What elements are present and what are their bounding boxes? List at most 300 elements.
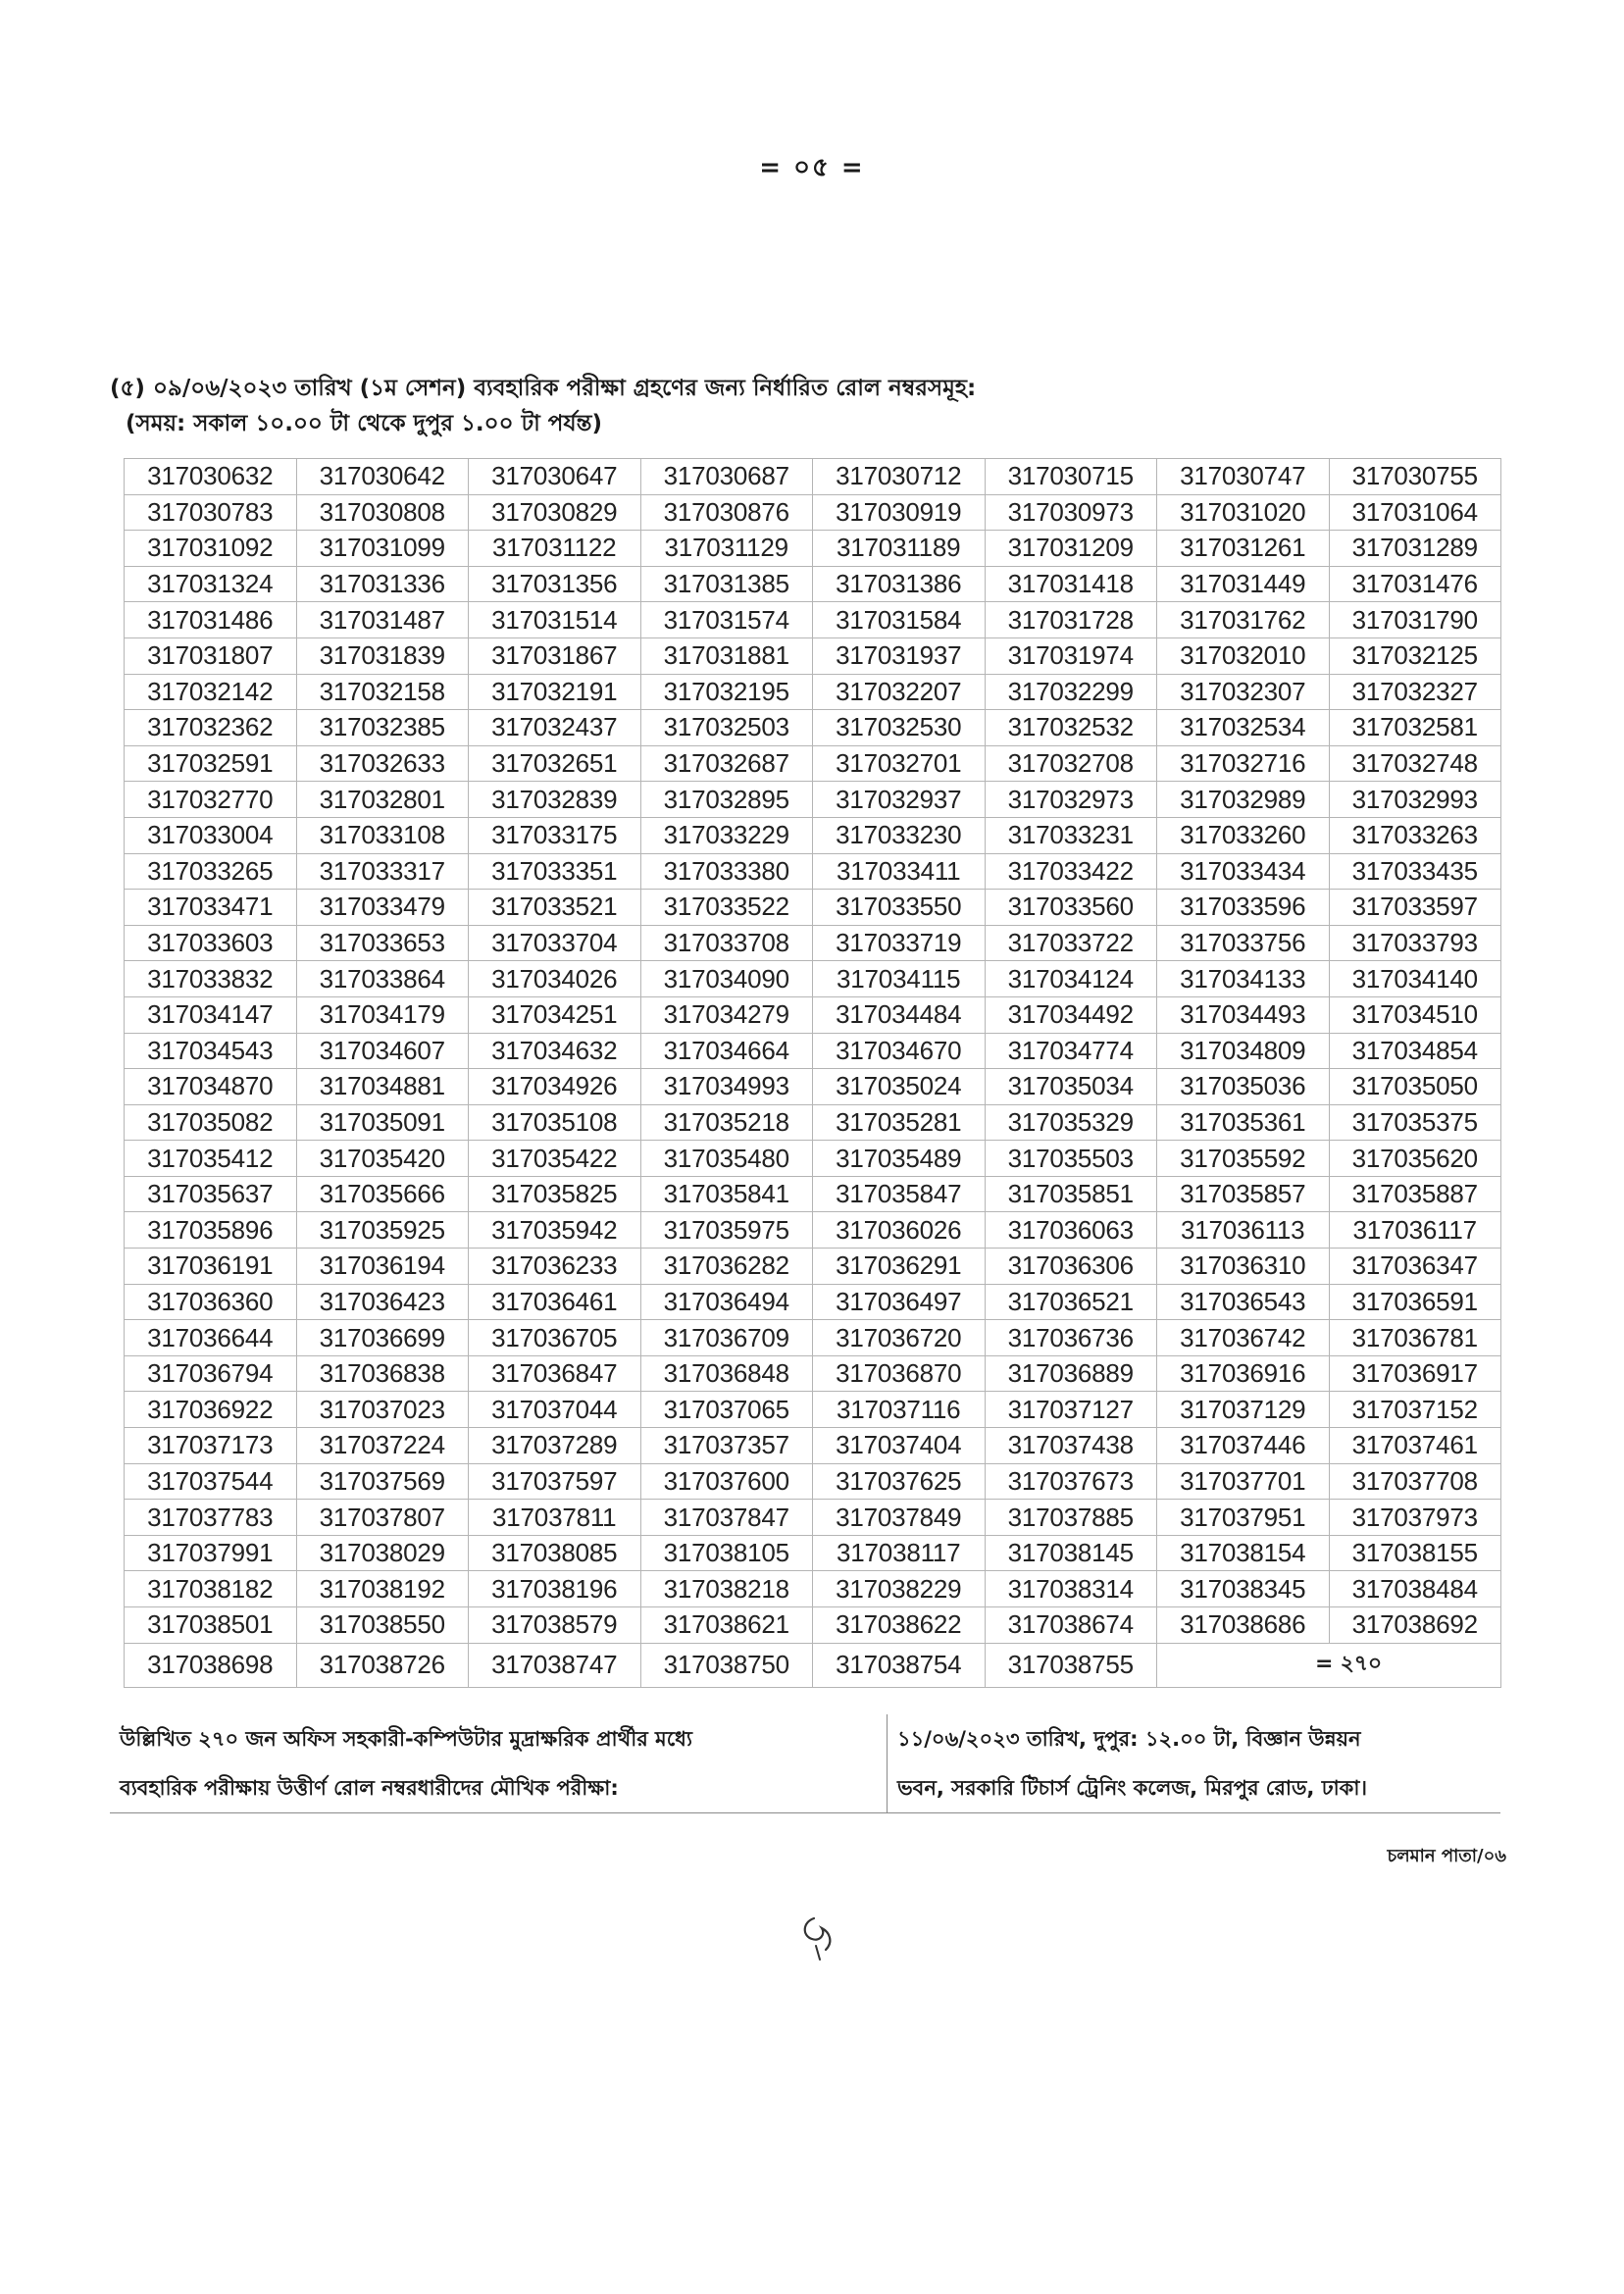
roll-number-cell: 317030973 [985, 494, 1157, 531]
roll-number-cell: 317038154 [1157, 1535, 1330, 1571]
roll-number-cell: 317036310 [1157, 1249, 1330, 1285]
roll-number-cell: 317036543 [1157, 1284, 1330, 1320]
roll-number-cell: 317038484 [1329, 1571, 1501, 1607]
roll-number-cell: 317032437 [469, 710, 641, 746]
roll-number-cell: 317038029 [296, 1535, 469, 1571]
roll-number-cell: 317035281 [813, 1104, 986, 1141]
roll-number-cell: 317031324 [125, 566, 297, 602]
roll-number-cell: 317037224 [296, 1428, 469, 1464]
roll-number-cell: 317037701 [1157, 1463, 1330, 1500]
roll-number-cell: 317033411 [813, 853, 986, 890]
roll-number-cell: 317034140 [1329, 961, 1501, 997]
roll-number-cell: 317036423 [296, 1284, 469, 1320]
roll-number-cell: 317034026 [469, 961, 641, 997]
roll-number-cell: 317035034 [985, 1069, 1157, 1105]
roll-number-cell: 317038754 [813, 1643, 986, 1687]
roll-number-cell: 317034774 [985, 1033, 1157, 1069]
roll-number-cell: 317032895 [640, 782, 813, 818]
roll-number-cell: 317037847 [640, 1500, 813, 1536]
roll-number-cell: 317031020 [1157, 494, 1330, 531]
table-row [125, 602, 1501, 638]
table-row [125, 1643, 1501, 1687]
roll-number-cell: 317033435 [1329, 853, 1501, 890]
roll-number-cell: 317037357 [640, 1428, 813, 1464]
roll-number-cell: 317034179 [296, 996, 469, 1033]
viva-notice [110, 1714, 1500, 1813]
table-row [125, 1141, 1501, 1177]
roll-number-cell: 317037625 [813, 1463, 986, 1500]
table-row [125, 674, 1501, 710]
roll-number-cell: 317037973 [1329, 1500, 1501, 1536]
roll-number-cell: 317031386 [813, 566, 986, 602]
roll-number-cell: 317037600 [640, 1463, 813, 1500]
roll-number-cell: 317036838 [296, 1355, 469, 1392]
roll-number-cell: 317033351 [469, 853, 641, 890]
roll-number-cell: 317034090 [640, 961, 813, 997]
roll-number-cell: 317038750 [640, 1643, 813, 1687]
roll-number-cell: 317034115 [813, 961, 986, 997]
roll-number-cell: 317030715 [985, 459, 1157, 495]
roll-number-cell: 317036847 [469, 1355, 641, 1392]
roll-number-cell: 317036736 [985, 1320, 1157, 1356]
roll-number-cell: 317035503 [985, 1141, 1157, 1177]
roll-number-cell: 317034493 [1157, 996, 1330, 1033]
roll-number-cell: 317038229 [813, 1571, 986, 1607]
roll-number-cell: 317035050 [1329, 1069, 1501, 1105]
roll-number-cell: 317031418 [985, 566, 1157, 602]
roll-number-cell: 317037127 [985, 1392, 1157, 1428]
roll-number-cell: 317035412 [125, 1141, 297, 1177]
roll-number-cell: 317035361 [1157, 1104, 1330, 1141]
roll-number-cell: 317031807 [125, 637, 297, 674]
roll-number-cell: 317034870 [125, 1069, 297, 1105]
roll-number-cell: 317035925 [296, 1212, 469, 1249]
roll-number-cell: 317035841 [640, 1176, 813, 1212]
roll-number-cell: 317031385 [640, 566, 813, 602]
roll-number-cell: 317033832 [125, 961, 297, 997]
roll-number-cell: 317037569 [296, 1463, 469, 1500]
roll-number-cell: 317031728 [985, 602, 1157, 638]
roll-number-cell: 317035422 [469, 1141, 641, 1177]
roll-number-cell: 317031881 [640, 637, 813, 674]
roll-number-cell: 317030632 [125, 459, 297, 495]
roll-number-cell: 317034854 [1329, 1033, 1501, 1069]
roll-number-cell: 317035975 [640, 1212, 813, 1249]
roll-number-cell: 317035825 [469, 1176, 641, 1212]
roll-number-cell: 317036113 [1157, 1212, 1330, 1249]
roll-number-cell: 317032633 [296, 745, 469, 782]
roll-number-cell: 317036360 [125, 1284, 297, 1320]
section-heading [110, 371, 1522, 441]
roll-number-cell: 317033230 [813, 817, 986, 853]
roll-number-cell: 317037811 [469, 1500, 641, 1536]
roll-number-cell: 317035375 [1329, 1104, 1501, 1141]
roll-number-cell: 317032651 [469, 745, 641, 782]
roll-number-cell: 317032701 [813, 745, 986, 782]
roll-number-cell: 317033422 [985, 853, 1157, 890]
roll-number-cell: 317032327 [1329, 674, 1501, 710]
roll-number-cell: 317038085 [469, 1535, 641, 1571]
roll-number-cell: 317036291 [813, 1249, 986, 1285]
roll-number-cell: 317031289 [1329, 531, 1501, 567]
roll-number-cell: 317036709 [640, 1320, 813, 1356]
roll-number-cell: 317031937 [813, 637, 986, 674]
roll-number-cell: 317032362 [125, 710, 297, 746]
roll-number-cell: 317034543 [125, 1033, 297, 1069]
roll-number-cell: 317031574 [640, 602, 813, 638]
roll-number-cell: 317033004 [125, 817, 297, 853]
roll-number-cell: 317036870 [813, 1355, 986, 1392]
roll-number-cell: 317033522 [640, 890, 813, 926]
roll-number-cell: 317035218 [640, 1104, 813, 1141]
roll-number-cell: 317030829 [469, 494, 641, 531]
roll-number-cell: 317038314 [985, 1571, 1157, 1607]
roll-number-cell: 317036742 [1157, 1320, 1330, 1356]
roll-number-cell: 317033560 [985, 890, 1157, 926]
roll-number-cell: 317033864 [296, 961, 469, 997]
roll-number-cell: 317030712 [813, 459, 986, 495]
table-row [125, 1249, 1501, 1285]
roll-number-cell: 317030919 [813, 494, 986, 531]
roll-number-cell: 317032989 [1157, 782, 1330, 818]
roll-number-cell: 317037065 [640, 1392, 813, 1428]
roll-number-cell: 317034492 [985, 996, 1157, 1033]
roll-number-cell: 317038155 [1329, 1535, 1501, 1571]
table-row [125, 961, 1501, 997]
roll-number-cell: 317032801 [296, 782, 469, 818]
roll-number-cell: 317036233 [469, 1249, 641, 1285]
roll-number-cell: 317031486 [125, 602, 297, 638]
roll-number-cell: 317037951 [1157, 1500, 1330, 1536]
roll-number-cell: 317032716 [1157, 745, 1330, 782]
roll-number-cell: 317032010 [1157, 637, 1330, 674]
table-row [125, 1535, 1501, 1571]
viva-notice-schedule [888, 1714, 1501, 1813]
roll-number-cell: 317034809 [1157, 1033, 1330, 1069]
roll-number-cell: 317033603 [125, 925, 297, 961]
roll-number-cell: 317033260 [1157, 817, 1330, 853]
roll-number-cell: 317036194 [296, 1249, 469, 1285]
roll-number-cell: 317035480 [640, 1141, 813, 1177]
page-number: = ০৫ = [759, 153, 865, 182]
table-row [125, 817, 1501, 853]
roll-number-cell: 317036347 [1329, 1249, 1501, 1285]
roll-number-cell: 317036848 [640, 1355, 813, 1392]
roll-number-cell: 317033380 [640, 853, 813, 890]
roll-number-cell: 317036521 [985, 1284, 1157, 1320]
signature-mark [796, 1912, 845, 1966]
table-row [125, 566, 1501, 602]
roll-number-cell: 317037044 [469, 1392, 641, 1428]
roll-number-cell: 317037404 [813, 1428, 986, 1464]
roll-number-cell: 317036705 [469, 1320, 641, 1356]
roll-number-cell: 317031476 [1329, 566, 1501, 602]
roll-number-cell: 317036794 [125, 1355, 297, 1392]
table-row [125, 1320, 1501, 1356]
heading-line-1: (৫) ০৯/০৬/২০২৩ তারিখ (১ম সেশন) ব্যবহারিক পরীক্ষা গ্রহণের জন্য নির্ধারিত রোল নম্বরসমূহ: [110, 376, 977, 401]
viva-notice-description [110, 1714, 888, 1813]
roll-number-cell: 317035851 [985, 1176, 1157, 1212]
roll-number-cell: 317037885 [985, 1500, 1157, 1536]
roll-number-cell: 317034926 [469, 1069, 641, 1105]
roll-number-cell: 317031867 [469, 637, 641, 674]
table-row [125, 1607, 1501, 1644]
roll-number-cell: 317032532 [985, 710, 1157, 746]
roll-number-cell: 317032530 [813, 710, 986, 746]
roll-number-cell: 317030783 [125, 494, 297, 531]
roll-number-cell: 317035592 [1157, 1141, 1330, 1177]
roll-number-cell: 317038117 [813, 1535, 986, 1571]
roll-number-cell: 317037152 [1329, 1392, 1501, 1428]
table-row [125, 710, 1501, 746]
roll-number-cell: 317033596 [1157, 890, 1330, 926]
roll-number-cell: 317033229 [640, 817, 813, 853]
roll-number-cell: 317038686 [1157, 1607, 1330, 1644]
roll-number-cell: 317035420 [296, 1141, 469, 1177]
roll-number-cell: 317037544 [125, 1463, 297, 1500]
roll-number-cell: 317033719 [813, 925, 986, 961]
roll-number-cell: 317034133 [1157, 961, 1330, 997]
roll-number-cell: 317032839 [469, 782, 641, 818]
table-row [125, 531, 1501, 567]
table-row [125, 890, 1501, 926]
roll-number-cell: 317037129 [1157, 1392, 1330, 1428]
roll-number-cell: 317030647 [469, 459, 641, 495]
table-row [125, 1355, 1501, 1392]
roll-number-cell: 317031449 [1157, 566, 1330, 602]
roll-number-cell: 317030642 [296, 459, 469, 495]
roll-number-cell: 317031356 [469, 566, 641, 602]
roll-number-cell: 317034881 [296, 1069, 469, 1105]
roll-number-cell: 317034484 [813, 996, 986, 1033]
roll-number-cell: 317032770 [125, 782, 297, 818]
roll-number-cell: 317031189 [813, 531, 986, 567]
table-row [125, 1428, 1501, 1464]
roll-number-cell: 317036191 [125, 1249, 297, 1285]
roll-number-cell: 317032142 [125, 674, 297, 710]
roll-number-cell: 317034632 [469, 1033, 641, 1069]
table-row [125, 637, 1501, 674]
roll-number-cell: 317037023 [296, 1392, 469, 1428]
roll-number-cell: 317035857 [1157, 1176, 1330, 1212]
roll-number-cell: 317038698 [125, 1643, 297, 1687]
roll-number-cell: 317032385 [296, 710, 469, 746]
roll-number-cell: 317037807 [296, 1500, 469, 1536]
roll-number-cell: 317035620 [1329, 1141, 1501, 1177]
table-row [125, 1104, 1501, 1141]
roll-number-cell: 317038747 [469, 1643, 641, 1687]
roll-number-cell: 317032534 [1157, 710, 1330, 746]
roll-number-cell: 317032993 [1329, 782, 1501, 818]
roll-number-cell: 317031129 [640, 531, 813, 567]
roll-table-body [125, 459, 1501, 1688]
roll-number-cell: 317038726 [296, 1643, 469, 1687]
roll-number-cell: 317035637 [125, 1176, 297, 1212]
roll-number-cell: 317038501 [125, 1607, 297, 1644]
table-row [125, 745, 1501, 782]
table-row [125, 996, 1501, 1033]
table-row [125, 1284, 1501, 1320]
table-row [125, 1571, 1501, 1607]
roll-number-cell: 317035091 [296, 1104, 469, 1141]
roll-number-cell: 317036497 [813, 1284, 986, 1320]
roll-number-cell: 317031122 [469, 531, 641, 567]
heading-line-2: (সময়: সকাল ১০.০০ টা থেকে দুপুর ১.০০ টা পর্যন্ত) [126, 411, 603, 436]
roll-number-cell: 317035329 [985, 1104, 1157, 1141]
roll-number-cell: 317033479 [296, 890, 469, 926]
roll-number-cell: 317038182 [125, 1571, 297, 1607]
roll-number-cell: 317032207 [813, 674, 986, 710]
table-row [125, 853, 1501, 890]
roll-number-cell: 317033265 [125, 853, 297, 890]
roll-number-cell: 317033708 [640, 925, 813, 961]
table-row [125, 459, 1501, 495]
roll-number-cell: 317031092 [125, 531, 297, 567]
roll-number-cell: 317032307 [1157, 674, 1330, 710]
roll-number-cell: 317036117 [1329, 1212, 1501, 1249]
roll-number-cell: 317034993 [640, 1069, 813, 1105]
roll-number-cell: 317035896 [125, 1212, 297, 1249]
continued-page-note: চলমান পাতা/০৬ [1387, 1846, 1506, 1866]
roll-number-cell: 317036699 [296, 1320, 469, 1356]
table-row [125, 1500, 1501, 1536]
roll-number-cell: 317032125 [1329, 637, 1501, 674]
roll-number-cell: 317036644 [125, 1320, 297, 1356]
roll-number-cell: 317037783 [125, 1500, 297, 1536]
roll-number-cell: 317037116 [813, 1392, 986, 1428]
roll-number-cell: 317033597 [1329, 890, 1501, 926]
roll-number-cell: 317033263 [1329, 817, 1501, 853]
roll-number-cell: 317031584 [813, 602, 986, 638]
roll-number-cell: 317034670 [813, 1033, 986, 1069]
table-row [125, 1392, 1501, 1428]
roll-number-cell: 317034124 [985, 961, 1157, 997]
roll-number-cell: 317032937 [813, 782, 986, 818]
roll-number-cell: 317038105 [640, 1535, 813, 1571]
roll-number-cell: 317033756 [1157, 925, 1330, 961]
roll-number-cell: 317038692 [1329, 1607, 1501, 1644]
roll-number-cell: 317038218 [640, 1571, 813, 1607]
roll-number-cell: 317038145 [985, 1535, 1157, 1571]
table-row [125, 925, 1501, 961]
roll-number-cell: 317036591 [1329, 1284, 1501, 1320]
roll-number-cell: 317032191 [469, 674, 641, 710]
roll-number-cell: 317032748 [1329, 745, 1501, 782]
roll-number-cell: 317032591 [125, 745, 297, 782]
roll-number-cell: 317034147 [125, 996, 297, 1033]
roll-number-cell: 317036282 [640, 1249, 813, 1285]
roll-number-cell: 317038345 [1157, 1571, 1330, 1607]
roll-number-cell: 317036306 [985, 1249, 1157, 1285]
roll-number-table [124, 458, 1501, 1688]
roll-number-cell: 317031261 [1157, 531, 1330, 567]
roll-number-cell: 317030808 [296, 494, 469, 531]
roll-number-cell: 317031762 [1157, 602, 1330, 638]
roll-number-cell: 317033231 [985, 817, 1157, 853]
roll-number-cell: 317037991 [125, 1535, 297, 1571]
roll-number-cell: 317037289 [469, 1428, 641, 1464]
table-row [125, 1463, 1501, 1500]
viva-notice-schedule-line-1: ১১/০৬/২০২৩ তারিখ, দুপুর: ১২.০০ টা, বিজ্ঞান উন্নয়ন [897, 1727, 1361, 1751]
roll-number-cell: 317037461 [1329, 1428, 1501, 1464]
roll-number-cell: 317037173 [125, 1428, 297, 1464]
roll-number-cell: 317031099 [296, 531, 469, 567]
roll-number-cell: 317035024 [813, 1069, 986, 1105]
roll-number-cell: 317030687 [640, 459, 813, 495]
roll-number-cell: 317038674 [985, 1607, 1157, 1644]
roll-number-cell: 317033317 [296, 853, 469, 890]
roll-number-cell: 317036026 [813, 1212, 986, 1249]
roll-number-cell: 317032158 [296, 674, 469, 710]
roll-number-cell: 317031514 [469, 602, 641, 638]
roll-number-cell: 317032687 [640, 745, 813, 782]
table-row [125, 782, 1501, 818]
roll-number-cell: 317036916 [1157, 1355, 1330, 1392]
roll-number-cell: 317035887 [1329, 1176, 1501, 1212]
roll-number-cell: 317034607 [296, 1033, 469, 1069]
roll-number-cell: 317032299 [985, 674, 1157, 710]
roll-number-cell: 317036063 [985, 1212, 1157, 1249]
table-row [125, 1069, 1501, 1105]
roll-number-cell: 317032708 [985, 745, 1157, 782]
table-row [125, 1033, 1501, 1069]
roll-number-cell: 317031974 [985, 637, 1157, 674]
roll-number-cell: 317030876 [640, 494, 813, 531]
roll-number-cell: 317038622 [813, 1607, 986, 1644]
roll-number-cell: 317031839 [296, 637, 469, 674]
roll-number-cell: 317033653 [296, 925, 469, 961]
roll-number-cell: 317033704 [469, 925, 641, 961]
roll-number-cell: 317031790 [1329, 602, 1501, 638]
roll-number-cell: 317033108 [296, 817, 469, 853]
viva-notice-description-line-1: উল্লিখিত ২৭০ জন অফিস সহকারী-কম্পিউটার মুদ্রাক্ষরিক প্রার্থীর মধ্যে [120, 1727, 693, 1751]
roll-number-cell: 317035108 [469, 1104, 641, 1141]
roll-number-cell: 317036461 [469, 1284, 641, 1320]
roll-number-cell: 317032503 [640, 710, 813, 746]
total-count: = ২৭০ [1157, 1643, 1501, 1687]
roll-number-cell: 317033434 [1157, 853, 1330, 890]
roll-number-cell: 317034251 [469, 996, 641, 1033]
roll-number-cell: 317032581 [1329, 710, 1501, 746]
roll-number-cell: 317033175 [469, 817, 641, 853]
roll-number-cell: 317036781 [1329, 1320, 1501, 1356]
roll-number-cell: 317035666 [296, 1176, 469, 1212]
roll-number-cell: 317035489 [813, 1141, 986, 1177]
roll-number-cell: 317032973 [985, 782, 1157, 818]
roll-number-cell: 317034510 [1329, 996, 1501, 1033]
roll-number-cell: 317031209 [985, 531, 1157, 567]
roll-number-cell: 317033550 [813, 890, 986, 926]
roll-number-cell: 317030747 [1157, 459, 1330, 495]
roll-number-cell: 317036494 [640, 1284, 813, 1320]
table-row [125, 1212, 1501, 1249]
roll-number-cell: 317032195 [640, 674, 813, 710]
roll-number-cell: 317036889 [985, 1355, 1157, 1392]
viva-notice-schedule-line-2: ভবন, সরকারি টিচার্স ট্রেনিং কলেজ, মিরপুর রোড, ঢাকা। [897, 1776, 1367, 1800]
roll-number-cell: 317035847 [813, 1176, 986, 1212]
roll-number-cell: 317038192 [296, 1571, 469, 1607]
roll-number-cell: 317038755 [985, 1643, 1157, 1687]
roll-number-cell: 317033471 [125, 890, 297, 926]
table-row [125, 494, 1501, 531]
roll-number-cell: 317036720 [813, 1320, 986, 1356]
roll-number-cell: 317033521 [469, 890, 641, 926]
roll-number-cell: 317038550 [296, 1607, 469, 1644]
roll-number-cell: 317037708 [1329, 1463, 1501, 1500]
roll-number-cell: 317037438 [985, 1428, 1157, 1464]
roll-number-cell: 317030755 [1329, 459, 1501, 495]
roll-number-cell: 317038196 [469, 1571, 641, 1607]
